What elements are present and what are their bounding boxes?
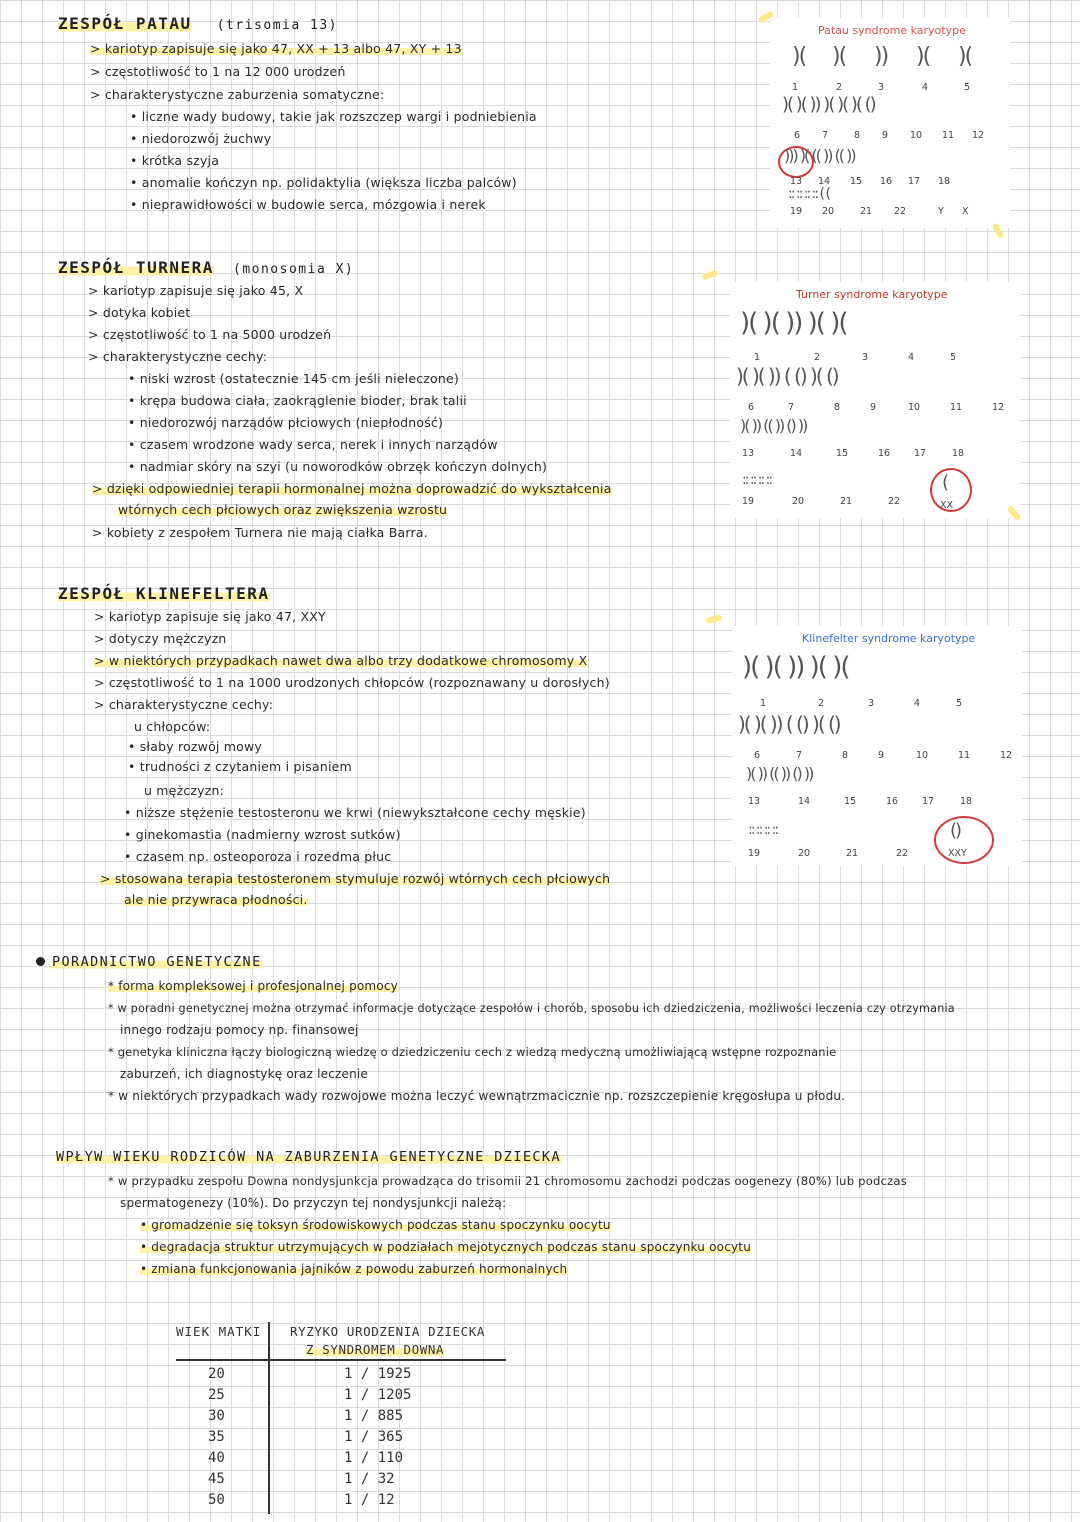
klinefelter-line-13: > stosowana terapia testosteronem stymuluje rozwój wtórnych cech płciowych bbox=[100, 871, 611, 886]
table-cell-risk: 1 / 365 bbox=[344, 1429, 404, 1445]
patau-line-2: > częstotliwość to 1 na 12 000 urodzeń bbox=[90, 64, 346, 79]
klinefelter-line-11: • ginekomastia (nadmierny wzrost sutków) bbox=[124, 827, 401, 842]
wiek-heading: WPŁYW WIEKU RODZICÓW NA ZABURZENIA GENETYCZNE DZIECKA bbox=[56, 1149, 561, 1165]
turner-line-6: • krępa budowa ciała, zaokrąglenie bioder, brak talii bbox=[128, 393, 467, 408]
klinefelter-line-2: > dotyczy mężczyzn bbox=[94, 631, 227, 646]
klinefelter-karyotype-title: Klinefelter syndrome karyotype bbox=[802, 632, 976, 645]
turner-line-10: > dzięki odpowiedniej terapii hormonalnej można doprowadzić do wykształcenia bbox=[92, 481, 612, 496]
klinefelter-line-3: > w niektórych przypadkach nawet dwa albo trzy dodatkowe chromosomy X bbox=[94, 653, 588, 668]
klinefelter-karyotype-image: Klinefelter syndrome karyotype )( )( )) )( )( 1 2 3 4 5 )( )( )) ( () )( () 6 7 8 9 10 11 12 )( )) (( )) () )) 13 14 15 16 17 18 :: :: :: :: 19 20 21 22 () XXY bbox=[732, 626, 1022, 866]
patau-heading: ZESPÓŁ PATAU bbox=[58, 14, 192, 33]
poradnictwo-heading: PORADNICTWO GENETYCZNE bbox=[52, 954, 262, 970]
klinefelter-line-9: u mężczyzn: bbox=[144, 783, 225, 798]
turner-line-3: > częstotliwość to 1 na 5000 urodzeń bbox=[88, 327, 332, 342]
table-cell-risk: 1 / 12 bbox=[344, 1492, 395, 1508]
turner-line-7: • niedorozwój narządów płciowych (niepłodność) bbox=[128, 415, 444, 430]
down-risk-table bbox=[160, 1318, 520, 1518]
poradnictwo-line-4: * genetyka kliniczna łączy biologiczną wiedzę o dziedziczeniu cech z wiedzą medyczną umożliwiającą wstępne rozpoznanie bbox=[108, 1045, 837, 1059]
klinefelter-line-5: > charakterystyczne cechy: bbox=[94, 697, 274, 712]
patau-karyotype-image: Patau syndrome karyotype )( )( )) )( )( 1 2 3 4 5 )( )( )) )( )( )( () 6 7 8 9 10 11 12 ))) )( (( )) (( )) 13 14 15 16 17 18 :: :: :: :: ( ( 19 20 21 22 Y X bbox=[770, 18, 1010, 228]
patau-subtitle: (trisomia 13) bbox=[216, 18, 338, 33]
patau-line-7: • anomalie kończyn np. polidaktylia (większa liczba palców) bbox=[130, 175, 517, 190]
poradnictwo-line-6: * w niektórych przypadkach wady rozwojowe można leczyć wewnątrzmacicznie np. rozszczepienie kręgosłupa u płodu. bbox=[108, 1089, 846, 1103]
patau-line-1: > kariotyp zapisuje się jako 47, XX + 13 albo 47, XY + 13 bbox=[90, 41, 462, 56]
table-header-risk-1: RYZYKO URODZENIA DZIECKA bbox=[290, 1324, 486, 1339]
turner-line-1: > kariotyp zapisuje się jako 45, X bbox=[88, 283, 304, 298]
table-cell-age: 30 bbox=[208, 1408, 225, 1424]
table-cell-age: 25 bbox=[208, 1387, 225, 1403]
turner-line-2: > dotyka kobiet bbox=[88, 305, 191, 320]
bullet-dot bbox=[36, 957, 45, 966]
wiek-line-1: * w przypadku zespołu Downa nondysjunkcja prowadząca do trisomii 21 chromosomu zachodzi podczas oogenezy (80%) lub podczas bbox=[108, 1174, 907, 1188]
poradnictwo-line-5: zaburzeń, ich diagnostykę oraz leczenie bbox=[120, 1067, 369, 1081]
table-horizontal-rule bbox=[176, 1359, 506, 1361]
wiek-line-2: spermatogenezy (10%). Do przyczyn tej nondysjunkcji należą: bbox=[120, 1196, 507, 1210]
patau-line-3: > charakterystyczne zaburzenia somatyczne: bbox=[90, 87, 385, 102]
klinefelter-sex-label: XXY bbox=[948, 848, 967, 859]
poradnictwo-line-2: * w poradni genetycznej można otrzymać informacje dotyczące zespołów i chorób, sposobu ich dziedziczenia, możliwości leczenia czy otrzymania bbox=[108, 1002, 955, 1015]
turner-line-9: • nadmiar skóry na szyi (u noworodków obrzęk kończyn dolnych) bbox=[128, 459, 548, 474]
section-patau bbox=[0, 0, 760, 230]
klinefelter-line-8: • trudności z czytaniem i pisaniem bbox=[128, 759, 352, 774]
patau-line-5: • niedorozwój żuchwy bbox=[130, 131, 272, 146]
section-wiek bbox=[0, 1145, 1080, 1285]
klinefelter-line-1: > kariotyp zapisuje się jako 47, XXY bbox=[94, 609, 326, 624]
poradnictwo-line-1: * forma kompleksowej i profesjonalnej pomocy bbox=[108, 979, 398, 993]
patau-line-4: • liczne wady budowy, takie jak rozszczep wargi i podniebienia bbox=[130, 109, 537, 124]
table-cell-age: 40 bbox=[208, 1450, 225, 1466]
table-cell-risk: 1 / 32 bbox=[344, 1471, 395, 1487]
klinefelter-line-6: u chłopców: bbox=[134, 719, 211, 734]
klinefelter-line-7: • słaby rozwój mowy bbox=[128, 739, 263, 754]
table-cell-age: 45 bbox=[208, 1471, 225, 1487]
klinefelter-line-4: > częstotliwość to 1 na 1000 urodzonych chłopców (rozpoznawany u dorosłych) bbox=[94, 675, 610, 690]
table-cell-age: 20 bbox=[208, 1366, 225, 1382]
turner-heading: ZESPÓŁ TURNERA bbox=[58, 258, 214, 277]
turner-karyotype-image: Turner syndrome karyotype )( )( )) )( )( 1 2 3 4 5 )( )( )) ( () )( () 6 7 8 9 10 11 12 )( )) (( )) () )) 13 14 15 16 17 18 :: :: :: :: 19 20 21 22 ( XX bbox=[730, 282, 1020, 518]
turner-line-8: • czasem wrodzone wady serca, nerek i innych narządów bbox=[128, 437, 498, 452]
turner-line-4: > charakterystyczne cechy: bbox=[88, 349, 268, 364]
turner-line-5: • niski wzrost (ostatecznie 145 cm jeśli nieleczone) bbox=[128, 371, 459, 386]
table-cell-age: 35 bbox=[208, 1429, 225, 1445]
turner-subtitle: (monosomia X) bbox=[233, 262, 355, 277]
klinefelter-line-14: ale nie przywraca płodności. bbox=[124, 892, 308, 907]
patau-line-6: • krótka szyja bbox=[130, 153, 220, 168]
section-turner bbox=[0, 250, 720, 550]
klinefelter-line-10: • niższe stężenie testosteronu we krwi (niewykształcone cechy męskie) bbox=[124, 805, 586, 820]
poradnictwo-line-3: innego rodzaju pomocy np. finansowej bbox=[120, 1023, 359, 1037]
table-cell-risk: 1 / 110 bbox=[344, 1450, 404, 1466]
wiek-line-5: • zmiana funkcjonowania jajników z powodu zaburzeń hormonalnych bbox=[140, 1262, 568, 1276]
table-cell-risk: 1 / 885 bbox=[344, 1408, 404, 1424]
patau-line-8: • nieprawidłowości w budowie serca, mózgowia i nerek bbox=[130, 197, 486, 212]
turner-line-11: wtórnych cech płciowych oraz zwiększenia wzrostu bbox=[118, 502, 448, 517]
turner-sex-label: XX bbox=[940, 500, 954, 511]
table-vertical-rule bbox=[268, 1322, 270, 1514]
turner-karyotype-title: Turner syndrome karyotype bbox=[796, 288, 948, 301]
table-header-age: WIEK MATKI bbox=[176, 1324, 262, 1339]
table-cell-risk: 1 / 1925 bbox=[344, 1366, 412, 1382]
wiek-line-3: • gromadzenie się toksyn środowiskowych podczas stanu spoczynku oocytu bbox=[140, 1218, 611, 1232]
turner-line-12: > kobiety z zespołem Turnera nie mają ciałka Barra. bbox=[92, 525, 428, 540]
table-header-risk-2: Z SYNDROMEM DOWNA bbox=[306, 1342, 445, 1357]
patau-karyotype-title: Patau syndrome karyotype bbox=[818, 24, 966, 37]
section-poradnictwo bbox=[0, 950, 1080, 1110]
table-cell-age: 50 bbox=[208, 1492, 225, 1508]
wiek-line-4: • degradacja struktur utrzymujących w podziałach mejotycznych podczas stanu spoczynku oocytu bbox=[140, 1240, 751, 1254]
klinefelter-heading: ZESPÓŁ KLINEFELTERA bbox=[58, 584, 270, 603]
section-klinefelter bbox=[0, 580, 720, 910]
table-cell-risk: 1 / 1205 bbox=[344, 1387, 412, 1403]
klinefelter-line-12: • czasem np. osteoporoza i rozedma płuc bbox=[124, 849, 392, 864]
